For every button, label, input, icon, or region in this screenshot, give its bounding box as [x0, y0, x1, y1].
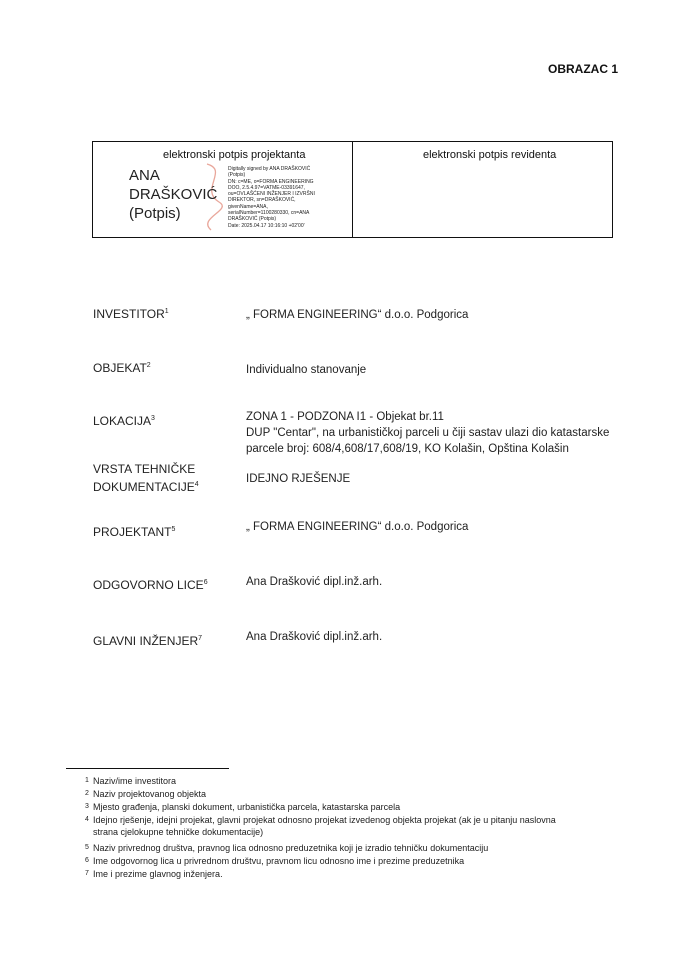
sig-detail-line: DN: c=ME, o=FORMA ENGINEERING [228, 178, 314, 185]
doc-type-label [93, 461, 199, 495]
footnote: 7 Ime i prezime glavnog inženjera. [85, 869, 223, 879]
signer-last-name: DRAŠKOVIĆ [129, 186, 218, 203]
location-line: ZONA 1 - PODZONA I1 - Objekat br.11 [246, 411, 444, 423]
footnote: 1 Naziv/ime investitora [85, 776, 177, 786]
sig-detail-line: DRAŠKOVIĆ (Potpis) [228, 216, 277, 223]
investor-label: INVESTITOR$^1$ [93, 307, 169, 321]
sig-detail-line: givenName=ANA, [228, 203, 268, 210]
reviewer-signature-heading: elektronski potpis revidenta [423, 149, 557, 161]
doc-type-value: IDEJNO RJEŠENJE [246, 473, 351, 485]
location-value [246, 409, 609, 457]
footnote: 4 Idejno rješenje, idejni projekat, glavni projekat odnosno projekat izvedenog objekta projekat (ak je u pitanju naslovna strana cjelokupne tehničke dokumentacije) [85, 815, 556, 837]
sig-detail-line: serialNumber=1100280330, cn=ANA [228, 210, 310, 217]
footnote: 2 Naziv projektovanog objekta [85, 789, 207, 799]
sig-detail-line: Digitally signed by ANA DRAŠKOVIĆ [228, 166, 311, 172]
signature-table [92, 141, 613, 238]
footnote: 6 Ime odgovornog lica u privrednom društvu, pravnom licu odnosno ime i prezime preduzetnika [85, 856, 465, 866]
footnote-divider [66, 768, 229, 769]
footnote-text: strana cjelokupne tehničke dokumentacije) [93, 827, 264, 837]
chief-engineer-value: Ana Drašković dipl.inž.arh. [246, 631, 383, 643]
responsible-person-value: Ana Drašković dipl.inž.arh. [246, 576, 383, 588]
location-line: parcele broj: 608/4,608/17,608/19, KO Kolašin, Opština Kolašin [246, 443, 569, 455]
sig-detail-line: Date: 2025.04.17 10:16:10 +02'00' [228, 222, 305, 229]
footnote: 3 Mjesto građenja, planski dokument, urbanistička parcela, katastarska parcela [85, 802, 401, 812]
form-number: OBRAZAC 1 [548, 62, 619, 76]
location-line: DUP "Centar", na urbanističkoj parceli u čiji sastav ulazi dio katastarske [246, 427, 610, 439]
doc-type-label-line2: DOKUMENTACIJE$^4$ [93, 480, 199, 494]
designer-label: PROJEKTANT$^5$ [93, 525, 176, 539]
designer-signature-heading: elektronski potpis projektanta [163, 149, 306, 161]
sig-detail-line: DOO, 2.5.4.97=VATME-03391647, [228, 184, 305, 191]
footnote-text: Idejno rješenje, idejni projekat, glavni projekat odnosno projekat izvedenog objekta projekat (ak je u pitanju naslovna [93, 815, 556, 825]
doc-type-label-line1: VRSTA TEHNIČKE [93, 462, 196, 476]
signer-name [129, 166, 217, 223]
signer-first-name: ANA [129, 167, 160, 184]
sig-detail-line: ou=OVLAŠĆENI INŽENJER I IZVRŠNI [228, 191, 315, 198]
chief-engineer-label: GLAVNI INŽENJER$^7$ [93, 634, 203, 648]
object-value: Individualno stanovanje [246, 364, 367, 376]
sig-detail-line: (Potpis) [228, 172, 246, 179]
location-label: LOKACIJA$^3$ [93, 414, 155, 428]
footnote: 5 Naziv privrednog društva, pravnog lica odnosno preduzetnika koji je izradio tehničku dokumentaciju [85, 843, 489, 853]
investor-value: „ FORMA ENGINEERING“ d.o.o. Podgorica [246, 309, 469, 321]
digital-signature-details [228, 166, 352, 229]
responsible-person-label: ODGOVORNO LICE$^6$ [93, 578, 208, 592]
designer-value: „ FORMA ENGINEERING“ d.o.o. Podgorica [246, 521, 469, 533]
signer-qualifier: (Potpis) [129, 205, 181, 222]
object-label: OBJEKAT$^2$ [93, 361, 151, 375]
table-divider [352, 142, 353, 237]
sig-detail-line: DIREKTOR, sn=DRAŠKOVIĆ, [228, 197, 296, 204]
